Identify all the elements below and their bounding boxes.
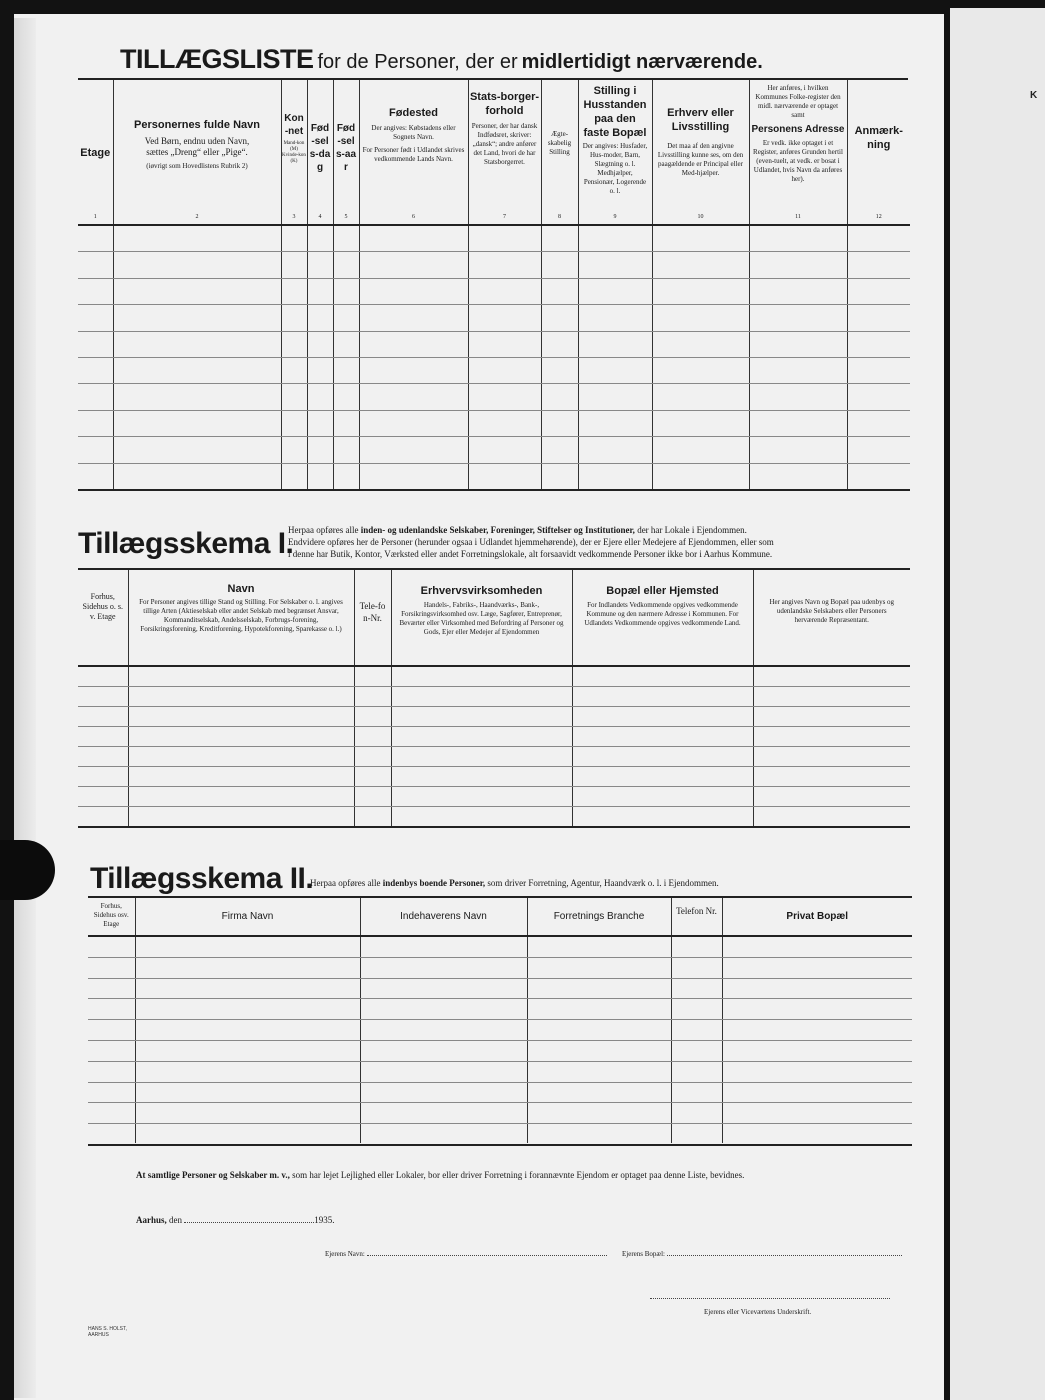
tillaegsliste-title (120, 44, 763, 75)
s2-col-bopael: Privat Bopæl (722, 898, 912, 935)
entry-cell[interactable] (135, 935, 360, 1143)
entry-cell[interactable] (652, 223, 749, 489)
entry-cell[interactable] (359, 223, 468, 489)
col-birthplace-header: Fødested Der angives: Købstadens eller Sognets Navn. For Personer født i Udlandet skrives vedkommende Lands Navn. 6 (359, 80, 468, 223)
s1-col-navn: Navn For Personer angives tillige Stand og Stilling. For Selskaber o. l. angives tillige Arten (Aktieselskab eller andet Selskab med begrænset Ansvar, Kommanditselskab, Andelsselskab, Forbrugs-forening, Forsikringsforening, Kreditforening, Hypotekforening, Sparekasse o. l.) (128, 570, 354, 665)
s1-col-telefon: Tele-fon-Nr. (354, 570, 391, 665)
entry-cell[interactable] (88, 935, 135, 1143)
s1-col-etage: Forhus, Sidehus o. s. v. Etage (82, 592, 123, 621)
col-citizenship-header: Stats-borger-forhold Personer, der har dansk Indfødsret, skriver: „dansk“; andre anfører det Land, hvori de har Statsborgerret. 7 (468, 80, 541, 223)
s2-col-firma: Firma Navn (135, 898, 360, 935)
row-rule (78, 726, 910, 727)
entry-cell[interactable] (722, 935, 912, 1143)
row-rule (78, 786, 910, 787)
row-rule (88, 1019, 912, 1020)
entry-cell[interactable] (527, 935, 671, 1143)
title-main: TILLÆGSLISTE (120, 44, 314, 74)
entry-cell[interactable] (671, 935, 722, 1143)
entry-cell[interactable] (360, 935, 527, 1143)
schema1-header-divider (78, 665, 910, 667)
owner-address-line: Ejerens Bopæl: (622, 1250, 902, 1258)
title-middle: for de Personer, der er (317, 51, 518, 73)
entry-cell[interactable] (78, 223, 113, 489)
table1-header-divider (78, 224, 910, 226)
schema2-instructions: Herpaa opføres alle indenbys boende Personer, som driver Forretning, Agentur, Haandværk o. l. i Ejendommen. (310, 878, 719, 888)
col-birthyear-header: Fød-sels-aar 5 (333, 80, 359, 223)
adjacent-page-text: K (1030, 90, 1038, 101)
row-rule (88, 957, 912, 958)
row-rule (78, 304, 910, 305)
s1-col-repraesentant: Her angives Navn og Bopæl paa udenbys og udenlandske Selskabers eller Personers herværende Repræsentant. (753, 570, 910, 665)
entry-cell[interactable] (307, 223, 333, 489)
entry-cell[interactable] (541, 223, 578, 489)
owner-name-line: Ejerens Navn: (325, 1250, 607, 1258)
entry-cell[interactable] (749, 223, 847, 489)
s2-col-indehaver: Indehaverens Navn (360, 898, 527, 935)
entry-cell[interactable] (281, 223, 307, 489)
row-rule (78, 436, 910, 437)
row-rule (78, 410, 910, 411)
row-rule (78, 251, 910, 252)
entry-cell[interactable] (113, 223, 281, 489)
col-birthday-header: Fød-sels-dag 4 (307, 80, 333, 223)
signature-label: Ejerens eller Viceværtens Underskrift. (704, 1308, 812, 1316)
row-rule (88, 1082, 912, 1083)
col-etage-header: Etage 1 (80, 147, 111, 220)
s1-col-bopael: Bopæl eller Hjemsted For Indlandets Vedkommende opgives vedkommende Kommune og den nærmere Adresse i Kommunen. For Udlandets Vedkommende opgives vedkommende Land. (572, 570, 753, 665)
row-rule (78, 383, 910, 384)
schema1-title: Tillægsskema I. (78, 527, 294, 560)
row-rule (88, 1040, 912, 1041)
signature-field[interactable] (650, 1298, 890, 1299)
s2-col-etage: Forhus, Sidehus osv. Etage (93, 902, 129, 928)
entry-cell[interactable] (847, 223, 910, 489)
row-rule (88, 1102, 912, 1103)
col-address-header: Her anføres, i hvilken Kommunes Folke-register den midl. nærværende er optaget samt Personens Adresse Er vedk. ikke optaget i et Register, anføres Grunden hertil (even-tuelt, at vedk. er bosat i Udlandet, hvis Navn da anføres her). 11 (749, 80, 847, 223)
schema1-bottom-border (78, 826, 910, 828)
col-occupation-header: Erhverv eller Livsstilling Det maa af den angivne Livsstilling kunne ses, om den paagældende er Principal eller Med-hjælper. 10 (652, 80, 749, 223)
owner-name-field[interactable] (367, 1255, 607, 1256)
col-remark-header: Anmærk-ning 12 (847, 80, 910, 223)
s2-col-telefon: Telefon Nr. (671, 898, 722, 935)
row-rule (88, 1123, 912, 1124)
row-rule (78, 463, 910, 464)
schema1-instructions: Herpaa opføres alle inden- og udenlandske Selskaber, Foreninger, Stiftelser og Institutioner, der har Lokale i Ejendommen. Endvidere opføres her de Personer (herunder ogsaa i Udlandet hjemmehørende), der er Ejere eller Medejere af Ejendommen, eller som i denne har Butik, Kontor, Værksted eller andet Forretningslokale, alt forsaavidt vedkommende Personer ikke bor i Aarhus Kommune. (288, 525, 774, 559)
schema2-body (88, 935, 912, 1143)
row-rule (78, 746, 910, 747)
adjacent-page (950, 8, 1045, 1400)
schema2-header-divider (88, 935, 912, 937)
row-rule (78, 686, 910, 687)
entry-cell[interactable] (578, 223, 652, 489)
col-name-header: Personernes fulde Navn Ved Børn, endnu uden Navn, sættes „Dreng“ eller „Pige“. (iøvrigt som Hovedlistens Rubrik 2) 2 (113, 80, 281, 223)
row-rule (88, 978, 912, 979)
row-rule (88, 998, 912, 999)
row-rule (78, 706, 910, 707)
schema1-table (78, 570, 910, 826)
s1-col-erhverv: Erhvervsvirksomheden Handels-, Fabriks-, Haandværks-, Bank-, Forsikringsvirksomhed osv. Læge, Sagfører, Entreprenør, Beværter eller Virksomhed med Befordring af Personer og Gods, Ejer eller Medejer af Ejendommen (391, 570, 572, 665)
row-rule (78, 766, 910, 767)
col-koen-header: Kon-net Mand-kon (M) Kvinde-kon (K) 3 (281, 80, 307, 223)
page-edge (14, 18, 36, 1398)
entry-cell[interactable] (333, 223, 359, 489)
tillaegsliste-body (78, 223, 910, 489)
certification-text: At samtlige Personer og Selskaber m. v., som har lejet Lejlighed eller Lokaler, bor eller driver Forretning i forannævnte Ejendom er optaget paa denne Liste, bevidnes. (136, 1170, 745, 1180)
date-field[interactable] (184, 1222, 314, 1223)
s2-col-branche: Forretnings Branche (527, 898, 671, 935)
col-household-header: Stilling i Husstanden paa den faste Bopæl Der angives: Husfader, Hus-moder, Barn, Slægtning o. l. Medhjælper, Pensionær, Logerende o. l. 9 (578, 80, 652, 223)
col-marital-header: Ægte-skabelig Stilling 8 (541, 80, 578, 223)
row-rule (78, 806, 910, 807)
row-rule (78, 357, 910, 358)
owner-address-field[interactable] (667, 1255, 902, 1256)
row-rule (78, 278, 910, 279)
row-rule (78, 331, 910, 332)
schema2-bottom-border (88, 1144, 912, 1146)
entry-cell[interactable] (468, 223, 541, 489)
tillaegsliste-table (78, 80, 910, 489)
printer-imprint: HANS S. HOLST, AARHUS (88, 1326, 127, 1338)
title-bold-part: midlertidigt nærværende. (521, 51, 763, 73)
table1-bottom-border (78, 489, 910, 491)
date-line: Aarhus, den 1935. (136, 1215, 335, 1225)
schema2-title: Tillægsskema II. (90, 862, 314, 895)
row-rule (88, 1061, 912, 1062)
